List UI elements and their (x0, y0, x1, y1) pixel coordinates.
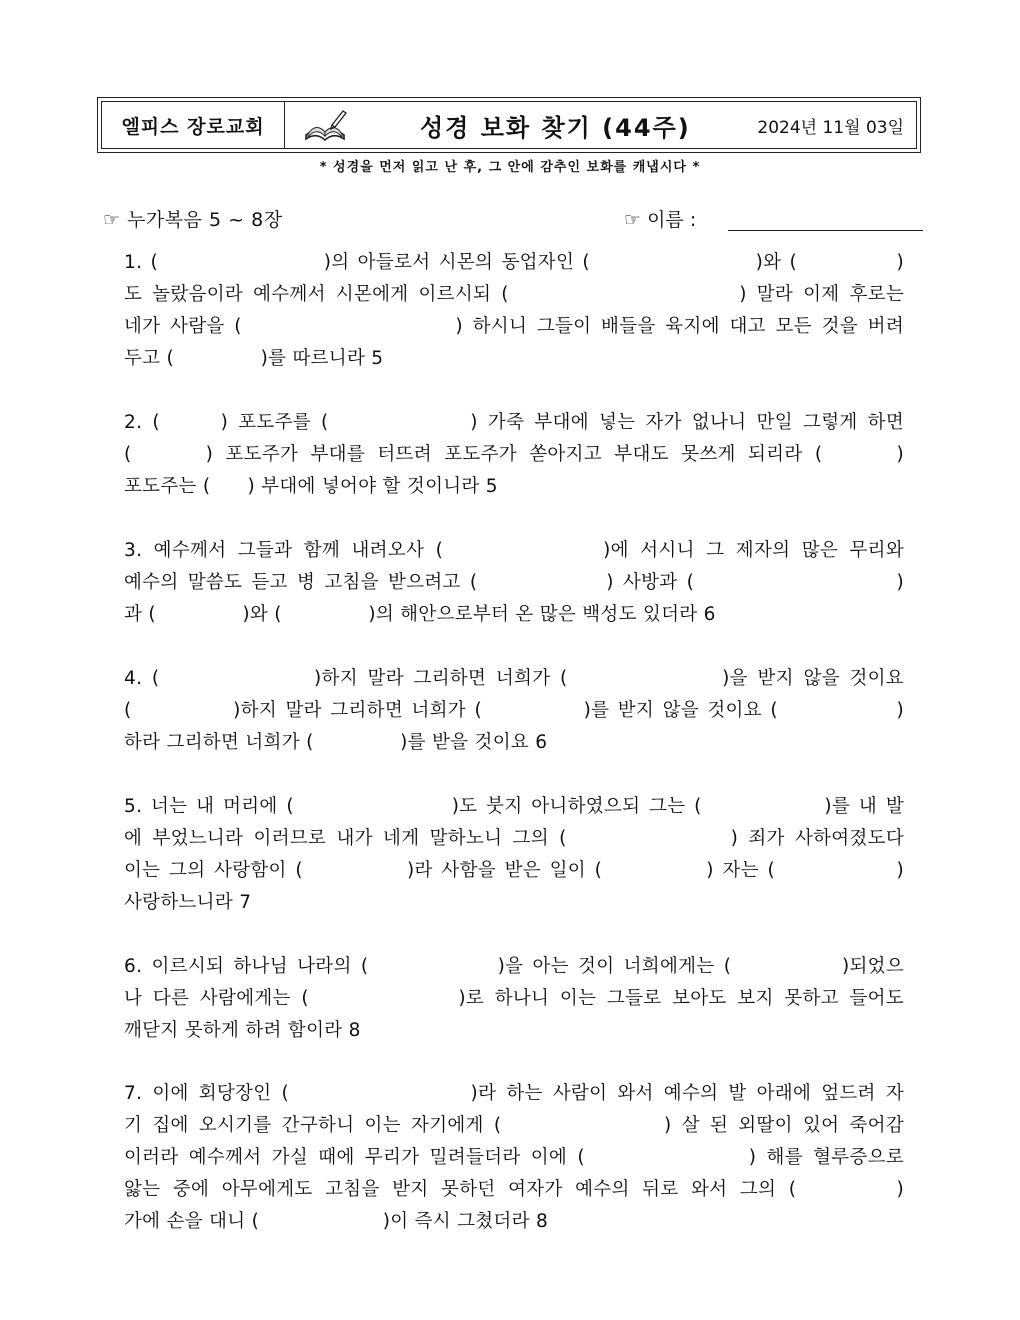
question-4 (124, 663, 904, 759)
question-line: ( ) 포도주가 부대를 터뜨려 포도주가 쏟아지고 부대도 못쓰게 되리라 ( ) (124, 444, 904, 465)
instruction-text: * 성경을 먼저 읽고 난 후, 그 안에 감추인 보화를 캐냅시다 * (319, 160, 701, 175)
question-line: 앓는 중에 아무에게도 고침을 받지 못하던 여자가 예수의 뒤로 와서 그의 ( ) (124, 1179, 904, 1200)
question-line: 이러라 예수께서 가실 때에 무리가 밀려들더라 이에 ( ) 해를 혈루증으로 (124, 1147, 904, 1168)
question-line: 하라 그리하면 너희가 ( )를 받을 것이요 6 (124, 732, 548, 753)
question-line: 깨닫지 못하게 하려 함이라 8 (124, 1020, 361, 1041)
question-line: ( )하지 말라 그리하면 너희가 ( )를 받지 않을 것이요 ( ) (124, 700, 904, 721)
question-line: 1. ( )의 아들로서 시몬의 동업자인 ( )와 ( ) (124, 252, 904, 273)
scripture-range: ☞ 누가복음 5 ~ 8장 (103, 209, 283, 231)
question-7 (124, 1078, 904, 1238)
open-book-icon (302, 107, 348, 145)
question-line: 네가 사람을 ( ) 하시니 그들이 배들을 육지에 대고 모든 것을 버려 (124, 316, 904, 337)
name-label: ☞ 이름 : (624, 209, 697, 231)
church-name: 엘피스 장로교회 (102, 102, 285, 148)
question-line: 사랑하느니라 7 (124, 892, 252, 913)
question-line: 기 집에 오시기를 간구하니 이는 자기에게 ( ) 살 된 외딸이 있어 죽어감 (124, 1115, 904, 1136)
question-line: 나 다른 사람에게는 ( )로 하나니 이는 그들로 보아도 보지 못하고 들어도 (124, 988, 904, 1009)
question-3 (124, 535, 904, 631)
question-5 (124, 791, 904, 919)
question-line: 2. ( ) 포도주를 ( ) 가죽 부대에 넣는 자가 없나니 만일 그렇게 하면 (124, 412, 904, 433)
question-line: 가에 손을 대니 ( )이 즉시 그쳤더라 8 (124, 1211, 549, 1232)
question-line: 이는 그의 사랑함이 ( )라 사함을 받은 일이 ( ) 자는 ( ) (124, 860, 904, 881)
question-line: 두고 ( )를 따르니라 5 (124, 348, 384, 369)
question-line: 예수의 말씀도 듣고 병 고침을 받으려고 ( ) 사방과 ( ) (124, 572, 904, 593)
question-line: 4. ( )하지 말라 그리하면 너희가 ( )을 받지 않을 것이요 (124, 668, 904, 689)
question-line: 에 부었느니라 이러므로 내가 네게 말하노니 그의 ( ) 죄가 사하여졌도다 (124, 828, 904, 849)
question-line: 3. 예수께서 그들과 함께 내려오사 ( )에 서시니 그 제자의 많은 무리와 (124, 540, 904, 561)
question-line: 도 놀랐음이라 예수께서 시몬에게 이르시되 ( ) 말라 이제 후로는 (124, 284, 904, 305)
question-2 (124, 407, 904, 503)
question-6 (124, 951, 904, 1047)
question-line: 6. 이르시되 하나님 나라의 ( )을 아는 것이 너희에게는 ( )되었으 (124, 956, 904, 977)
question-line: 7. 이에 회당장인 ( )라 하는 사람이 와서 예수의 발 아래에 엎드려 자 (124, 1083, 904, 1104)
question-line: 포도주는 ( ) 부대에 넣어야 할 것이니라 5 (124, 476, 498, 497)
question-line: 과 ( )와 ( )의 해안으로부터 온 많은 백성도 있더라 6 (124, 604, 716, 625)
question-1 (124, 247, 904, 375)
name-field-line (728, 230, 923, 231)
worksheet-title: 성경 보화 찾기 (44주) (420, 113, 691, 142)
worksheet-header (97, 97, 921, 153)
question-line: 5. 너는 내 머리에 ( )도 붓지 아니하였으되 그는 ( )를 내 발 (124, 796, 904, 817)
header-inner-border (101, 101, 917, 149)
worksheet-date: 2024년 11월 03일 (757, 117, 904, 138)
